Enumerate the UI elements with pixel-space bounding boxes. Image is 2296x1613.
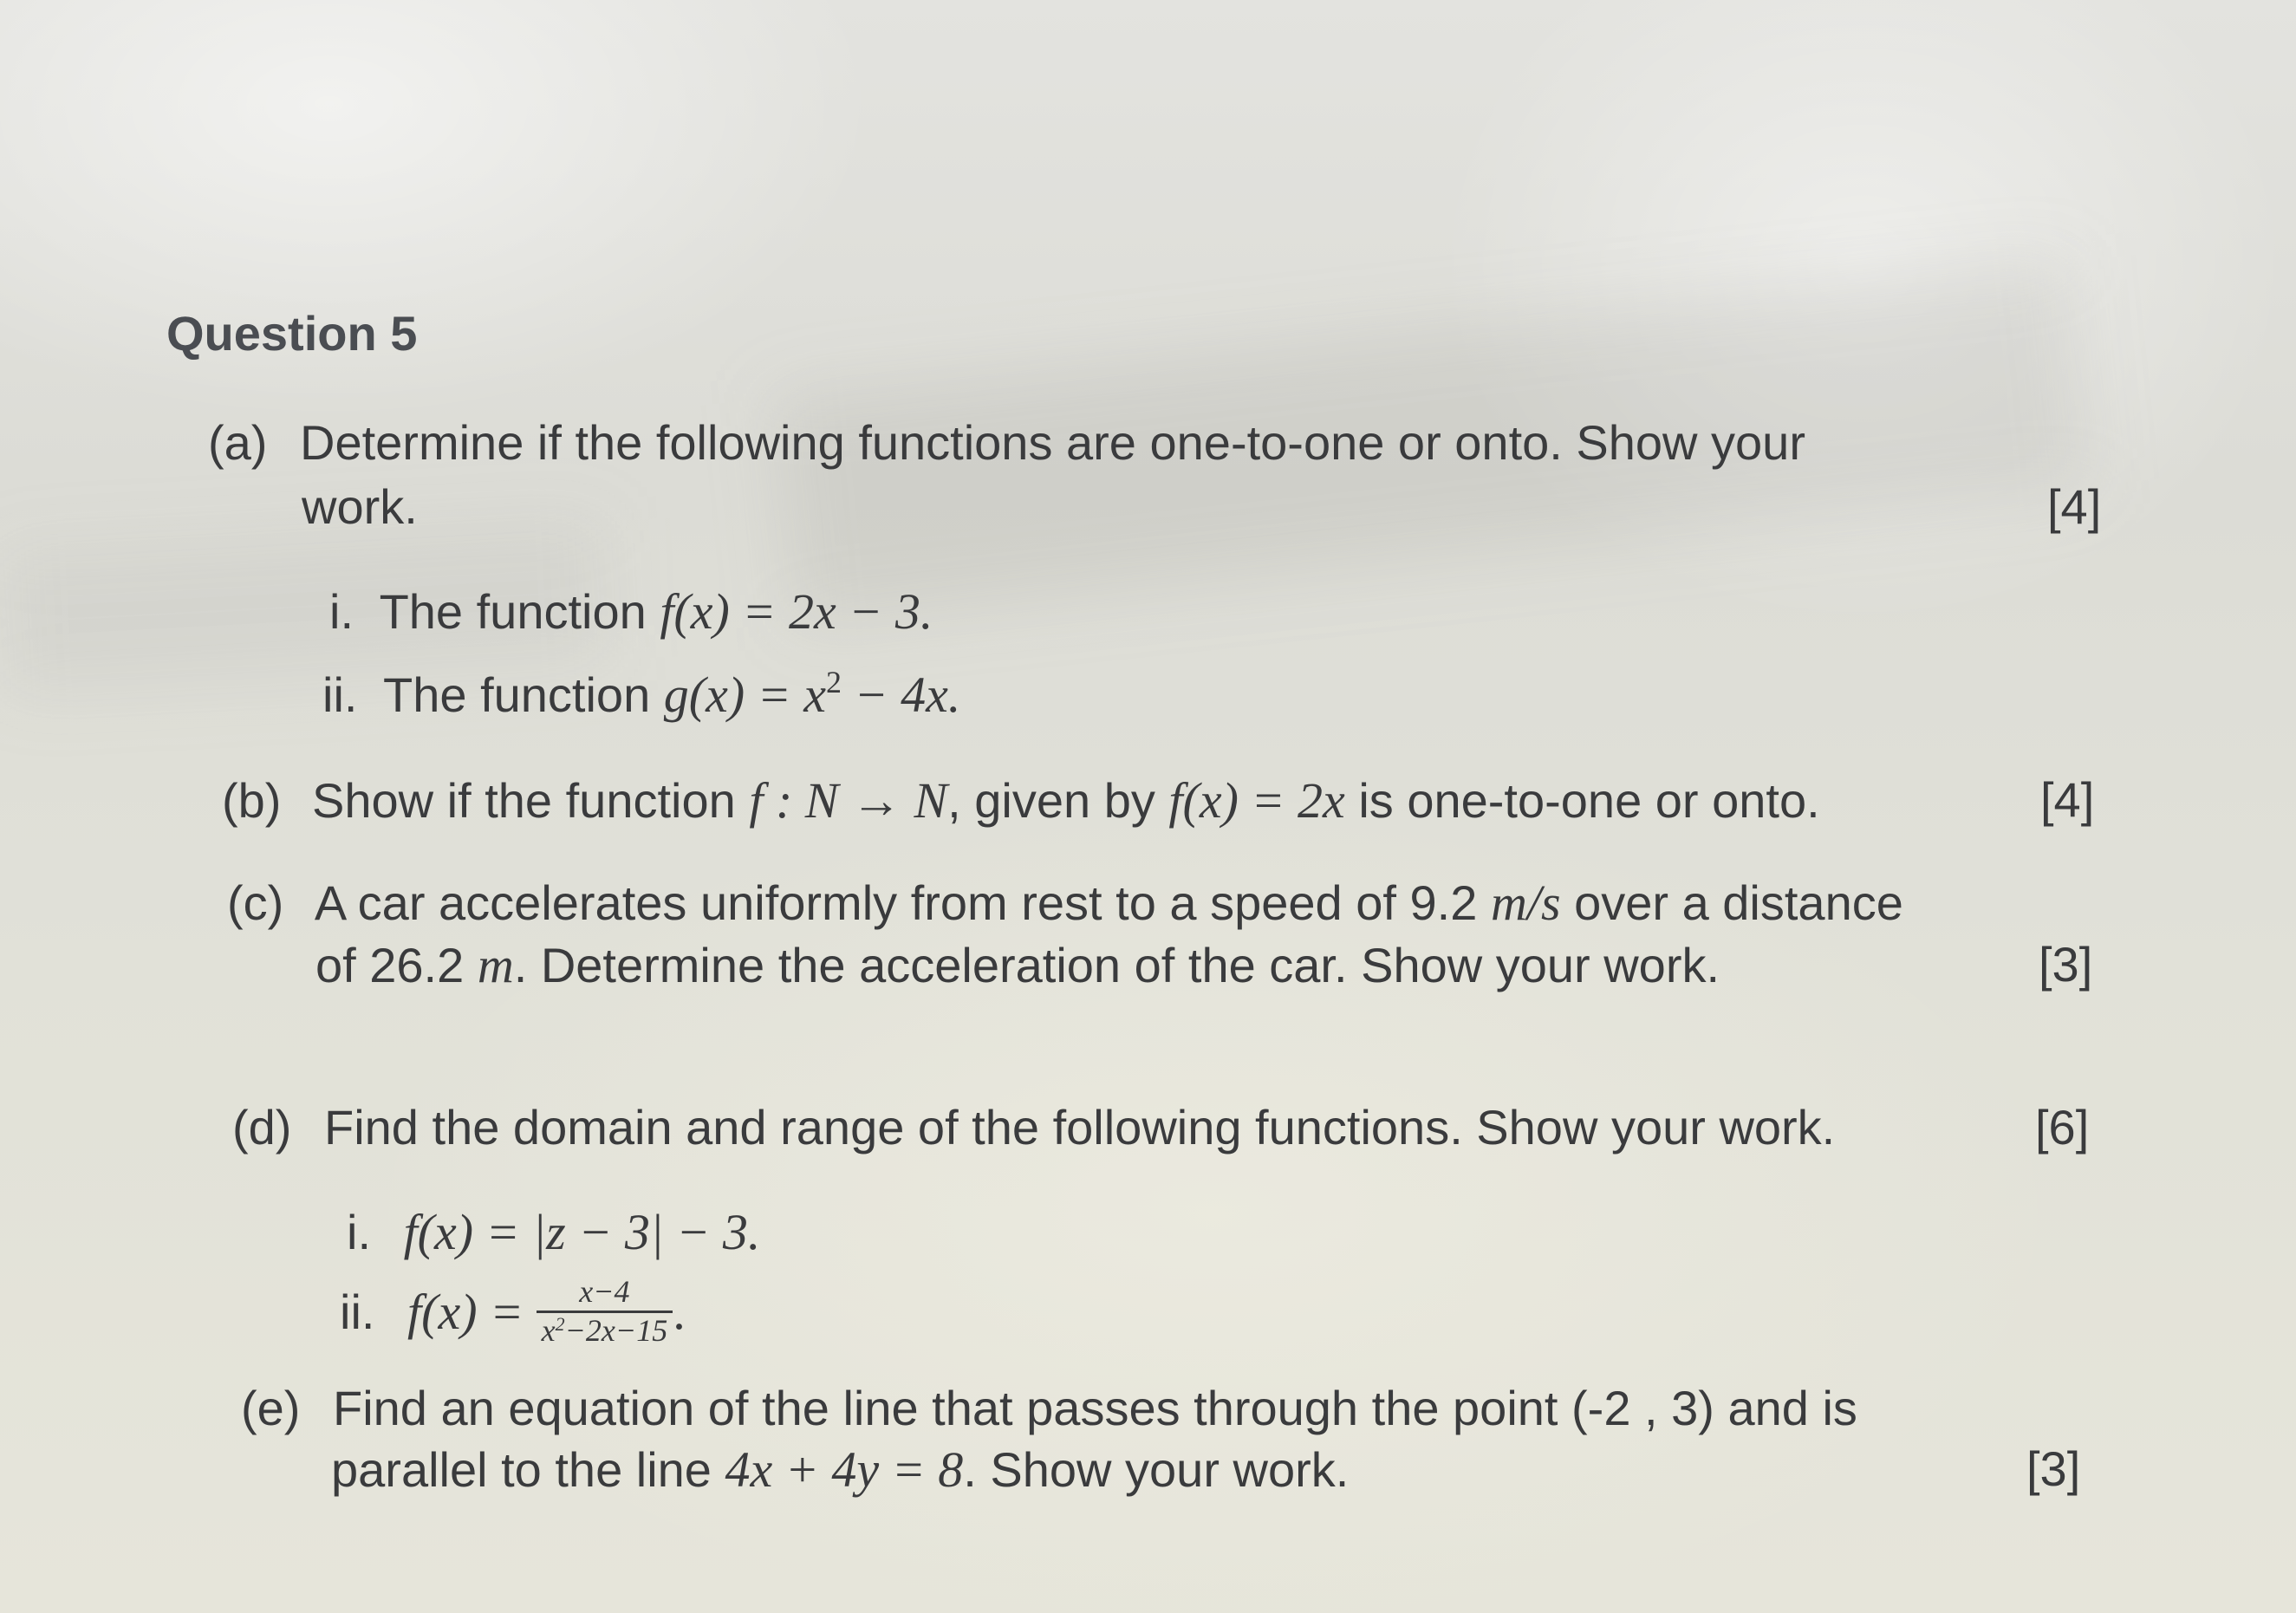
part-d-marks: [6] — [2035, 1100, 2090, 1154]
part-b-line — [222, 771, 1820, 829]
part-a-item-1-label: i. — [329, 584, 354, 639]
part-e-line2-math: 4x + 4y = 8 — [725, 1441, 964, 1498]
part-e-line2 — [331, 1441, 1349, 1499]
part-a-text-line1: Determine if the following functions are one-to-one or onto. Show your — [300, 415, 1805, 470]
part-a-marks: [4] — [2047, 479, 2102, 534]
part-d-item-2 — [340, 1276, 686, 1348]
part-a-item-1-prefix: The function — [379, 584, 660, 639]
part-b-label: (b) — [222, 773, 282, 828]
part-c-line2-post: . Determine the acceleration of the car. Show your work. — [513, 938, 1720, 992]
question-title: Question 5 — [166, 306, 418, 361]
part-c-marks: [3] — [2039, 937, 2093, 992]
part-d-item-1-math: f(x) = |z − 3| − 3. — [403, 1204, 761, 1260]
part-b-math2: f(x) = 2x — [1168, 772, 1345, 829]
part-b-math1: f : N → N — [749, 772, 948, 829]
part-c-line1-pre: A car accelerates uniformly from rest to a speed of 9.2 — [314, 875, 1491, 930]
part-d-item-1-label: i. — [347, 1205, 371, 1259]
part-e-line1 — [241, 1380, 1857, 1436]
part-c-line1-math: m/s — [1490, 875, 1561, 931]
part-a-item-2-math-sup: 2 — [826, 665, 842, 699]
part-e-label: (e) — [241, 1381, 301, 1435]
part-a-item-2 — [322, 666, 960, 724]
part-d-item-2-fraction-denominator — [537, 1313, 673, 1348]
part-d-label: (d) — [232, 1100, 292, 1154]
part-e-line1-text: Find an equation of the line that passes through the point (-2 , 3) and is — [333, 1381, 1857, 1435]
part-e-line2-pre: parallel to the line — [331, 1442, 725, 1497]
part-c-line1 — [227, 874, 1903, 932]
part-a-item-1-math: f(x) = 2x − 3. — [660, 583, 933, 640]
part-a-line1 — [208, 414, 1805, 471]
part-d-item-2-fraction — [537, 1276, 673, 1348]
part-b-text-mid: , given by — [947, 773, 1169, 828]
part-b-text-pre: Show if the function — [312, 773, 750, 828]
part-a-item-1 — [329, 582, 933, 641]
part-c-line1-post: over a distance — [1560, 875, 1903, 930]
part-d-text: Find the domain and range of the following functions. Show your work. — [324, 1100, 1836, 1154]
part-a-item-2-math-base: g(x) = x — [663, 667, 827, 723]
part-d-item-2-math-post: . — [673, 1283, 686, 1340]
part-d-item-2-den-rest: −2x−15 — [564, 1312, 668, 1348]
part-d-line — [232, 1099, 1835, 1155]
part-b-marks: [4] — [2040, 772, 2095, 827]
part-a-text-line2: work. — [302, 479, 418, 534]
part-c-line2 — [315, 936, 1720, 994]
part-c-label: (c) — [227, 875, 284, 930]
part-d-item-2-label: ii. — [340, 1284, 375, 1339]
part-d-item-2-math-pre: f(x) = — [407, 1283, 537, 1340]
part-d-item-2-fraction-numerator: x−4 — [537, 1276, 673, 1313]
part-a-label: (a) — [208, 415, 268, 470]
part-e-line2-post: . Show your work. — [963, 1442, 1350, 1497]
part-c-line2-pre: of 26.2 — [315, 938, 478, 992]
part-a-item-2-label: ii. — [322, 667, 358, 722]
part-c-line2-math: m — [477, 937, 514, 993]
part-a-item-2-prefix: The function — [383, 667, 664, 722]
part-d-item-1 — [347, 1203, 760, 1261]
part-d-item-2-den-sup: 2 — [555, 1312, 565, 1335]
part-a-item-2-math-rest: − 4x. — [842, 667, 961, 723]
part-e-marks: [3] — [2026, 1441, 2081, 1496]
part-d-item-2-den-base: x — [541, 1312, 556, 1348]
part-b-text-post: is one-to-one or onto. — [1344, 773, 1820, 828]
